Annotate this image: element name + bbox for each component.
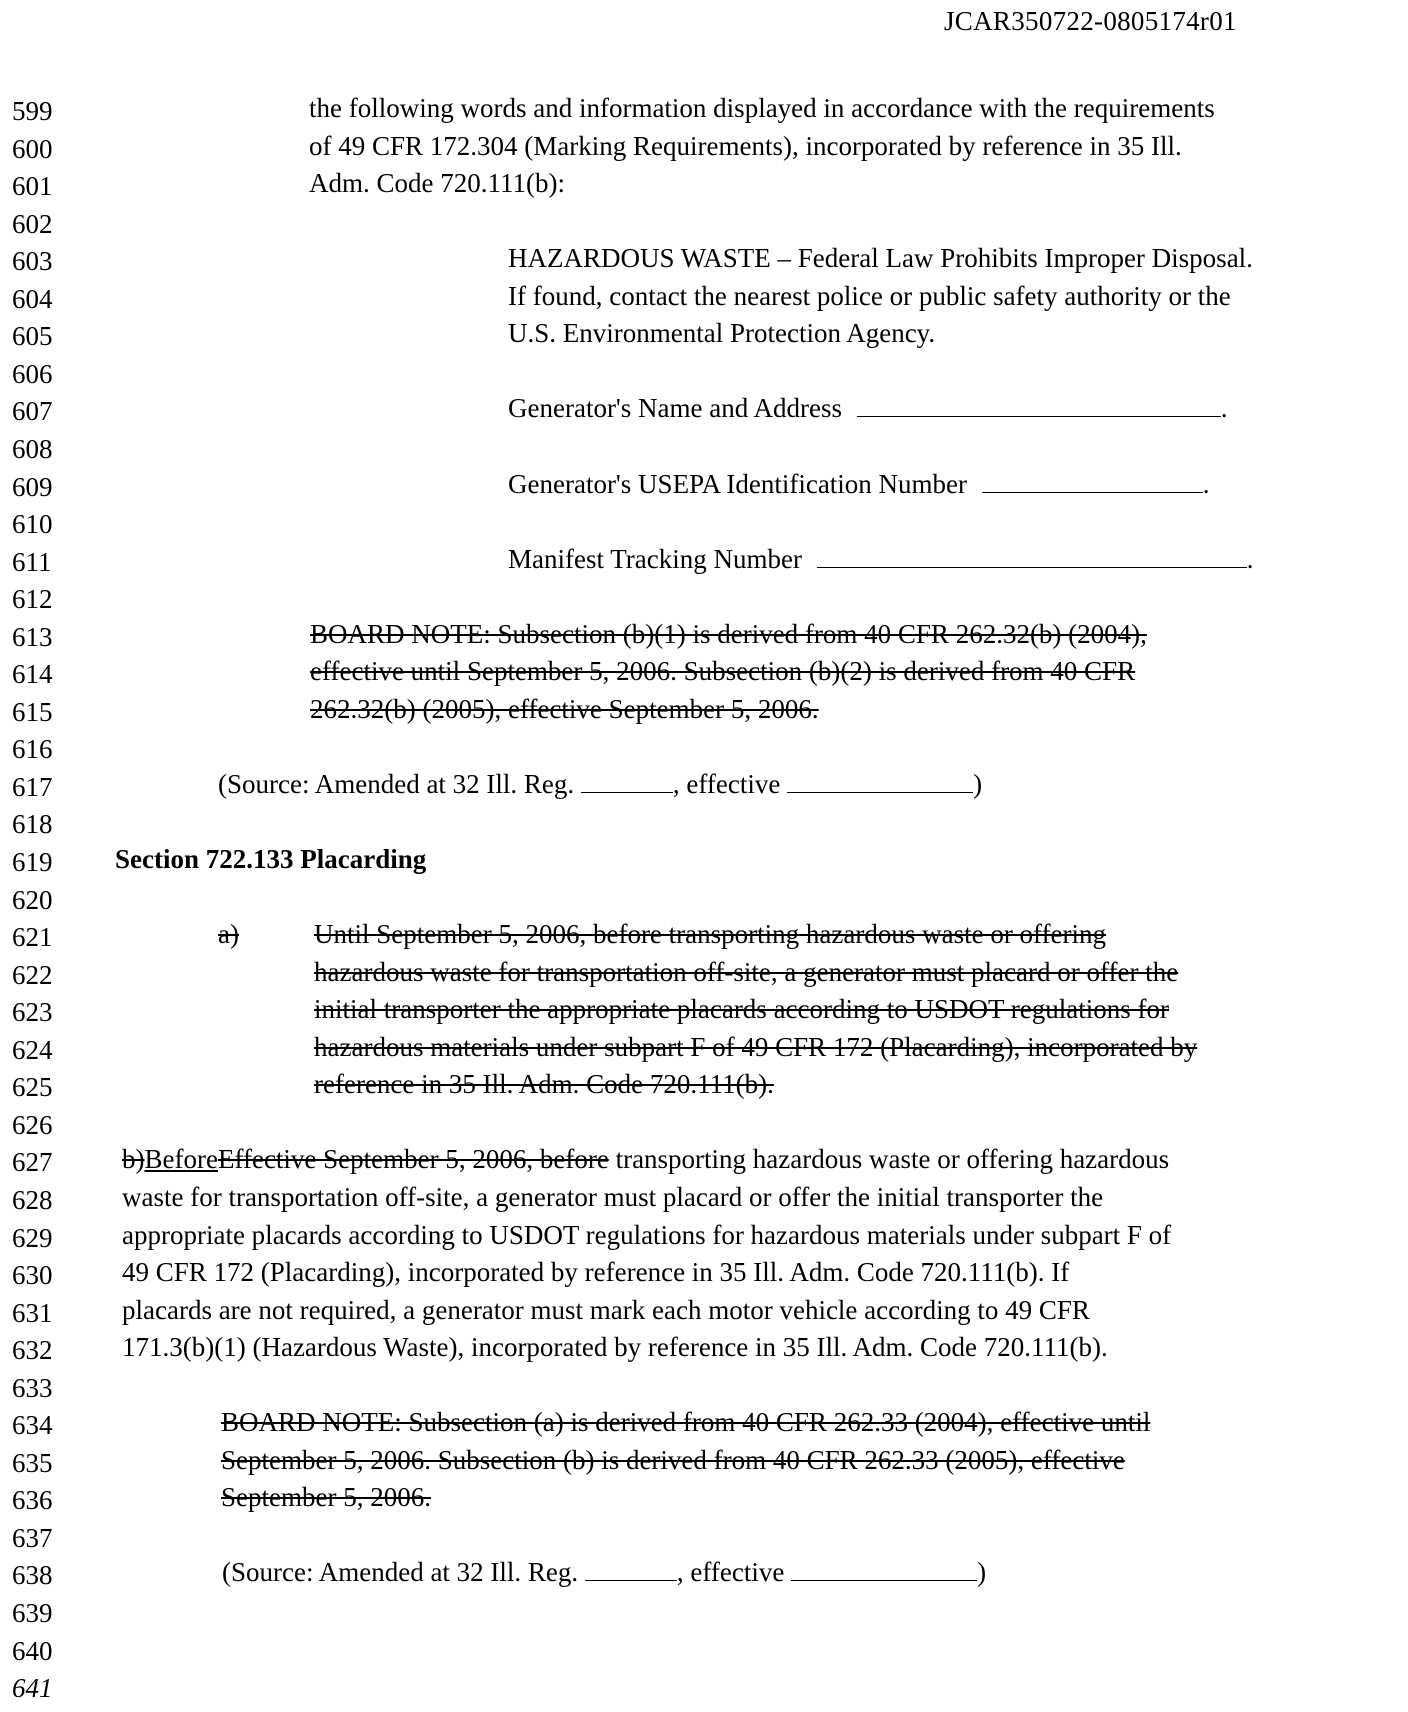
text-line: appropriate placards according to USDOT regulations for hazardous materials under subpart F of bbox=[122, 1220, 1172, 1250]
line-number: 613 bbox=[12, 622, 53, 652]
line-number: 601 bbox=[12, 171, 53, 201]
line-number: 631 bbox=[12, 1298, 53, 1328]
board-note-deleted: 262.32(b) (2005), effective September 5, 2006. bbox=[310, 694, 819, 724]
blank-line bbox=[791, 1558, 977, 1581]
blank-line bbox=[581, 770, 673, 793]
line-number: 628 bbox=[12, 1185, 53, 1215]
text-line: of 49 CFR 172.304 (Marking Requirements), incorporated by reference in 35 Ill. bbox=[309, 131, 1182, 161]
text-line: 171.3(b)(1) (Hazardous Waste), incorporated by reference in 35 Ill. Adm. Code 720.111(b). bbox=[122, 1332, 1108, 1362]
board-note-deleted: September 5, 2006. Subsection (b) is derived from 40 CFR 262.33 (2005), effective bbox=[221, 1445, 1125, 1475]
text-line: waste for transportation off-site, a generator must placard or offer the initial transporter the bbox=[122, 1182, 1104, 1212]
deleted-text: Effective September 5, 2006, before bbox=[217, 1144, 609, 1174]
line-number: 621 bbox=[12, 922, 53, 952]
text-line: U.S. Environmental Protection Agency. bbox=[508, 318, 936, 348]
line-number: 641 bbox=[12, 1673, 53, 1703]
source-note: (Source: Amended at 32 Ill. Reg. , effective ) bbox=[222, 1557, 987, 1587]
blank-line bbox=[585, 1558, 677, 1581]
period: . bbox=[1220, 393, 1228, 423]
text-line: Adm. Code 720.111(b): bbox=[309, 168, 565, 198]
line-number: 640 bbox=[12, 1636, 53, 1666]
line-number: 603 bbox=[12, 246, 53, 276]
section-heading: Section 722.133 Placarding bbox=[115, 844, 427, 874]
line-number: 600 bbox=[12, 134, 53, 164]
line-number: 616 bbox=[12, 734, 53, 764]
board-note-deleted: BOARD NOTE: Subsection (b)(1) is derived from 40 CFR 262.32(b) (2004), bbox=[310, 619, 1147, 649]
line-number: 611 bbox=[12, 547, 52, 577]
line-number: 627 bbox=[12, 1147, 53, 1177]
board-note-deleted: September 5, 2006. bbox=[221, 1482, 431, 1512]
field-label: Manifest Tracking Number bbox=[508, 544, 802, 574]
line-number: 604 bbox=[12, 284, 53, 314]
line-number: 602 bbox=[12, 209, 53, 239]
generator-name-field bbox=[508, 393, 1228, 423]
subsection-text-deleted: hazardous waste for transportation off-site, a generator must placard or offer the bbox=[314, 957, 1179, 987]
period: . bbox=[1202, 469, 1210, 499]
line-number: 605 bbox=[12, 321, 53, 351]
text-line: placards are not required, a generator must mark each motor vehicle according to 49 CFR bbox=[122, 1295, 1090, 1325]
blank-line bbox=[982, 470, 1203, 493]
source-note: (Source: Amended at 32 Ill. Reg. , effective ) bbox=[218, 769, 983, 799]
line-number: 608 bbox=[12, 434, 53, 464]
line-number: 617 bbox=[12, 772, 53, 802]
line-number: 612 bbox=[12, 584, 53, 614]
line-number: 635 bbox=[12, 1448, 53, 1478]
subsection-text-deleted: reference in 35 Ill. Adm. Code 720.111(b). bbox=[314, 1069, 774, 1099]
line-number: 606 bbox=[12, 359, 53, 389]
line-number: 639 bbox=[12, 1598, 53, 1628]
line-number: 609 bbox=[12, 472, 53, 502]
line-number: 615 bbox=[12, 697, 53, 727]
line-number: 623 bbox=[12, 997, 53, 1027]
subsection-text-deleted: initial transporter the appropriate placards according to USDOT regulations for bbox=[314, 994, 1169, 1024]
text-line: the following words and information displayed in accordance with the requirements bbox=[309, 93, 1215, 123]
line-number: 622 bbox=[12, 960, 53, 990]
line-number: 630 bbox=[12, 1260, 53, 1290]
line-number: 632 bbox=[12, 1335, 53, 1365]
line-number: 620 bbox=[12, 885, 53, 915]
board-note-deleted: BOARD NOTE: Subsection (a) is derived from 40 CFR 262.33 (2004), effective until bbox=[221, 1407, 1151, 1437]
label-warning-text: HAZARDOUS WASTE – Federal Law Prohibits Improper Disposal. bbox=[508, 243, 1253, 273]
line-number: 599 bbox=[12, 96, 53, 126]
blank-line bbox=[817, 545, 1247, 568]
blank-line bbox=[787, 770, 973, 793]
usepa-id-field bbox=[508, 469, 1210, 499]
field-label: Generator's USEPA Identification Number bbox=[508, 469, 968, 499]
text-line: 49 CFR 172 (Placarding), incorporated by reference in 35 Ill. Adm. Code 720.111(b). If bbox=[122, 1257, 1070, 1287]
line-number: 629 bbox=[12, 1223, 53, 1253]
line-number: 624 bbox=[12, 1035, 53, 1065]
period: . bbox=[1246, 544, 1254, 574]
line-number: 625 bbox=[12, 1072, 53, 1102]
line-number: 614 bbox=[12, 659, 53, 689]
line-number: 638 bbox=[12, 1560, 53, 1590]
inserted-text: Before bbox=[144, 1144, 218, 1174]
subsection-text-deleted: Until September 5, 2006, before transporting hazardous waste or offering bbox=[314, 919, 1107, 949]
subsection-marker-deleted: a) bbox=[218, 919, 239, 949]
field-label: Generator's Name and Address bbox=[508, 393, 843, 423]
line-number: 626 bbox=[12, 1110, 53, 1140]
manifest-tracking-field bbox=[508, 544, 1253, 574]
subsection-text-deleted: hazardous materials under subpart F of 49 CFR 172 (Placarding), incorporated by bbox=[314, 1032, 1198, 1062]
line-number: 637 bbox=[12, 1523, 53, 1553]
document-id: JCAR350722-0805174r01 bbox=[944, 6, 1237, 36]
text-line: If found, contact the nearest police or public safety authority or the bbox=[508, 281, 1231, 311]
line-number: 636 bbox=[12, 1485, 53, 1515]
blank-line bbox=[857, 394, 1221, 417]
line-number: 618 bbox=[12, 809, 53, 839]
board-note-deleted: effective until September 5, 2006. Subsection (b)(2) is derived from 40 CFR bbox=[310, 656, 1136, 686]
line-number: 607 bbox=[12, 396, 53, 426]
line-number: 633 bbox=[12, 1373, 53, 1403]
line-number: 610 bbox=[12, 509, 53, 539]
line-number: 634 bbox=[12, 1410, 53, 1440]
amended-paragraph-line: b)BeforeEffective September 5, 2006, before transporting hazardous waste or offering hazardous bbox=[122, 1144, 1170, 1174]
line-number: 619 bbox=[12, 847, 53, 877]
